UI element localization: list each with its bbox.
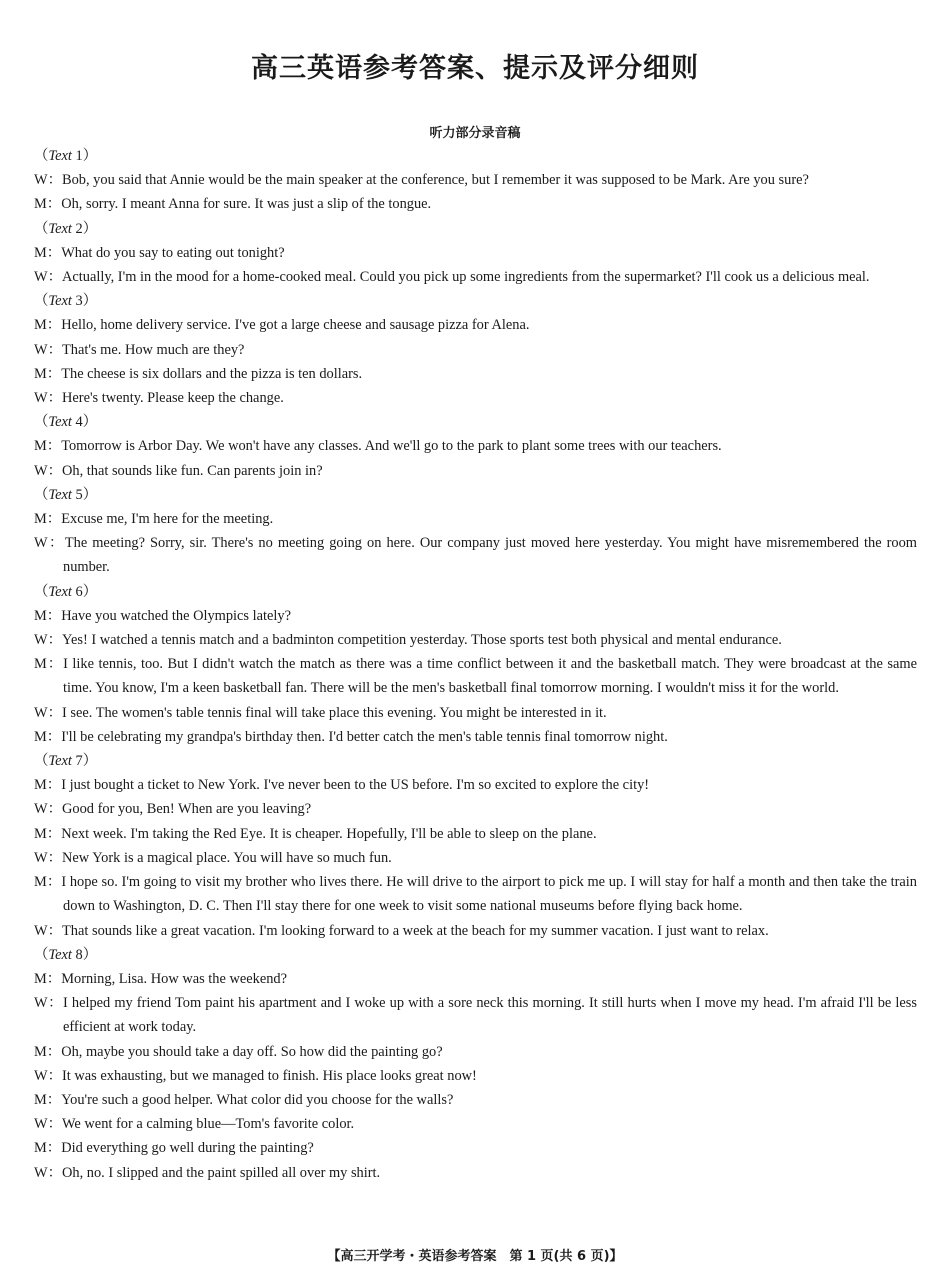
- speaker-label: M: [34, 511, 47, 528]
- dialogue-text: Did everything go well during the painting?: [61, 1140, 314, 1157]
- speaker-label: W: [34, 704, 48, 721]
- text-label-number: 4: [75, 414, 83, 431]
- speaker-label: M: [34, 196, 47, 213]
- text-label-word: Text: [48, 486, 72, 503]
- dialogue-line: M：What do you say to eating out tonight?: [34, 244, 285, 261]
- dialogue-line: M：Next week. I'm taking the Red Eye. It is cheaper. Hopefully, I'll be able to sleep on the plane.: [34, 825, 597, 842]
- text-label: （Text 1）: [34, 148, 98, 164]
- speaker-label: W: [34, 462, 48, 479]
- dialogue-text: Bob, you said that Annie would be the main speaker at the conference, but I remember it was supposed to be Mark. Are you sure?: [62, 172, 809, 189]
- dialogue-text: Oh, sorry. I meant Anna for sure. It was just a slip of the tongue.: [61, 196, 432, 213]
- dialogue-text: I'll be celebrating my grandpa's birthday then. I'd better catch the men's table tennis final tomorrow night.: [61, 728, 668, 745]
- dialogue-text: The meeting? Sorry, sir. There's no meeting going on here. Our company just moved here yesterday. You might have misremembered the room number.: [63, 535, 917, 576]
- text-label: （Text 7）: [34, 753, 98, 770]
- dialogue-line: M：Hello, home delivery service. I've got a large cheese and sausage pizza for Alena.: [34, 317, 530, 334]
- text-label-number: 8: [75, 946, 83, 963]
- text-label-word: Text: [48, 220, 72, 237]
- text-label-number: 6: [75, 583, 83, 600]
- speaker-label: W: [34, 390, 48, 407]
- dialogue-line: W：I see. The women's table tennis final will take place this evening. You might be interested in it.: [34, 704, 607, 721]
- dialogue-line: M：I just bought a ticket to New York. I've never been to the US before. I'm so excited to explore the city!: [34, 777, 650, 794]
- text-label-number: 7: [75, 753, 83, 770]
- dialogue-text: That's me. How much are they?: [62, 341, 245, 358]
- text-label-word: Text: [48, 753, 72, 770]
- dialogue-line: W：Yes! I watched a tennis match and a badminton competition yesterday. Those sports test both physical and mental endurance.: [34, 632, 782, 649]
- dialogue-text: You're such a good helper. What color did you choose for the walls?: [61, 1091, 454, 1108]
- dialogue-line: M：Tomorrow is Arbor Day. We won't have any classes. And we'll go to the park to plant some trees with our teachers.: [34, 438, 722, 455]
- dialogue-text: It was exhausting, but we managed to finish. His place looks great now!: [62, 1067, 477, 1084]
- dialogue-text: Tomorrow is Arbor Day. We won't have any classes. And we'll go to the park to plant some trees with our teachers.: [61, 438, 722, 455]
- dialogue-line: M：I hope so. I'm going to visit my brother who lives there. He will drive to the airport to pick me up. I will stay for half a month and then take the train down to Washington, D. C. Then I'll stay there for one week to visit some national museums before flying back home.: [34, 874, 917, 915]
- speaker-label: M: [34, 244, 47, 261]
- dialogue-text: Here's twenty. Please keep the change.: [62, 390, 284, 407]
- dialogue-text: Excuse me, I'm here for the meeting.: [61, 511, 274, 528]
- speaker-label: W: [34, 849, 48, 866]
- dialogue-text: Oh, no. I slipped and the paint spilled all over my shirt.: [62, 1164, 381, 1181]
- text-label: （Text 5）: [34, 486, 98, 503]
- speaker-label: W: [34, 632, 48, 649]
- speaker-label: W: [34, 1067, 48, 1084]
- speaker-label: M: [34, 317, 47, 334]
- dialogue-text: I helped my friend Tom paint his apartment and I woke up with a sore neck this morning. It still hurts when I move my head. I'm afraid I'll be less efficient at work today.: [62, 995, 917, 1036]
- dialogue-text: Oh, that sounds like fun. Can parents join in?: [62, 462, 323, 479]
- dialogue-line: M：Have you watched the Olympics lately?: [34, 607, 291, 624]
- speaker-label: W: [34, 1116, 48, 1133]
- text-label: （Text 4）: [34, 414, 98, 431]
- dialogue-text: I like tennis, too. But I didn't watch the match as there was a time conflict between it and the basketball match. They were broadcast at the same time. You know, I'm a keen basketball fan. There will be the men's basketball final tomorrow morning. I wouldn't miss it for the world.: [63, 656, 917, 697]
- speaker-label: M: [34, 365, 47, 382]
- speaker-label: W: [34, 269, 48, 286]
- speaker-label: M: [34, 1091, 47, 1108]
- dialogue-line: W：Oh, that sounds like fun. Can parents join in?: [34, 462, 323, 479]
- text-label-word: Text: [48, 583, 72, 600]
- dialogue-text: Have you watched the Olympics lately?: [61, 607, 291, 624]
- speaker-label: M: [34, 825, 47, 842]
- speaker-label: M: [34, 656, 47, 673]
- speaker-label: M: [34, 607, 47, 624]
- speaker-label: W: [34, 172, 48, 189]
- text-label-number: 1: [75, 148, 83, 164]
- speaker-label: W: [34, 995, 48, 1012]
- dialogue-line: W：We went for a calming blue—Tom's favorite color.: [34, 1116, 355, 1133]
- dialogue-text: The cheese is six dollars and the pizza is ten dollars.: [61, 365, 363, 382]
- speaker-label: M: [34, 970, 47, 987]
- dialogue-line: M：You're such a good helper. What color did you choose for the walls?: [34, 1091, 454, 1108]
- dialogue-line: M：Excuse me, I'm here for the meeting.: [34, 511, 274, 528]
- text-label-word: Text: [48, 293, 72, 310]
- dialogue-line: W：Bob, you said that Annie would be the main speaker at the conference, but I remember it was supposed to be Mark. Are you sure?: [34, 172, 809, 189]
- text-label-number: 3: [75, 293, 83, 310]
- text-label-word: Text: [48, 414, 72, 431]
- dialogue-line: M：The cheese is six dollars and the pizza is ten dollars.: [34, 365, 363, 382]
- speaker-label: M: [34, 1043, 47, 1060]
- dialogue-text: Hello, home delivery service. I've got a large cheese and sausage pizza for Alena.: [61, 317, 530, 334]
- dialogue-text: New York is a magical place. You will have so much fun.: [62, 849, 392, 866]
- page-title: 高三英语参考答案、提示及评分细则: [251, 53, 699, 84]
- dialogue-text: That sounds like a great vacation. I'm looking forward to a week at the beach for my summer vacation. I just want to relax.: [62, 922, 769, 939]
- dialogue-text: Morning, Lisa. How was the weekend?: [61, 970, 287, 987]
- text-label: （Text 2）: [34, 220, 98, 237]
- text-label-number: 2: [75, 220, 83, 237]
- dialogue-text: Oh, maybe you should take a day off. So how did the painting go?: [61, 1043, 443, 1060]
- speaker-label: W: [34, 341, 48, 358]
- speaker-label: M: [34, 728, 47, 745]
- speaker-label: M: [34, 1140, 47, 1157]
- speaker-label: W: [34, 922, 48, 939]
- text-label-word: Text: [48, 148, 72, 164]
- dialogue-text: I hope so. I'm going to visit my brother who lives there. He will drive to the airport to pick me up. I will stay for half a month and then take the train down to Washington, D. C. Then I'll stay there for one week to visit some national museums before flying back home.: [61, 874, 917, 915]
- dialogue-line: W：I helped my friend Tom paint his apartment and I woke up with a sore neck this morning. It still hurts when I move my head. I'm afraid I'll be less efficient at work today.: [34, 995, 917, 1036]
- dialogue-text: I just bought a ticket to New York. I've never been to the US before. I'm so excited to explore the city!: [61, 777, 650, 794]
- dialogue-line: W：That's me. How much are they?: [34, 341, 245, 358]
- dialogue-text: Next week. I'm taking the Red Eye. It is cheaper. Hopefully, I'll be able to sleep on the plane.: [61, 825, 597, 842]
- section-title: 听力部分录音稿: [429, 126, 521, 141]
- dialogue-line: M：Did everything go well during the painting?: [34, 1140, 314, 1157]
- dialogue-text: Actually, I'm in the mood for a home-cooked meal. Could you pick up some ingredients from the supermarket? I'll cook us a delicious meal.: [62, 269, 870, 286]
- dialogue-line: W：That sounds like a great vacation. I'm looking forward to a week at the beach for my summer vacation. I just want to relax.: [34, 922, 769, 939]
- speaker-label: W: [34, 801, 48, 818]
- dialogue-line: W：New York is a magical place. You will have so much fun.: [34, 849, 392, 866]
- dialogue-line: W：The meeting? Sorry, sir. There's no meeting going on here. Our company just moved here yesterday. You might have misremembered the room number.: [34, 535, 917, 576]
- dialogue-line: M：I'll be celebrating my grandpa's birthday then. I'd better catch the men's table tennis final tomorrow night.: [34, 728, 668, 745]
- text-label: （Text 8）: [34, 946, 98, 963]
- dialogue-line: M：Oh, sorry. I meant Anna for sure. It was just a slip of the tongue.: [34, 196, 432, 213]
- dialogue-line: W：Oh, no. I slipped and the paint spilled all over my shirt.: [34, 1164, 381, 1181]
- dialogue-line: W：Here's twenty. Please keep the change.: [34, 390, 284, 407]
- speaker-label: W: [34, 1164, 48, 1181]
- dialogue-text: Yes! I watched a tennis match and a badminton competition yesterday. Those sports test both physical and mental endurance.: [62, 632, 782, 649]
- speaker-label: W: [34, 535, 48, 552]
- dialogue-line: M：I like tennis, too. But I didn't watch the match as there was a time conflict between it and the basketball match. They were broadcast at the same time. You know, I'm a keen basketball fan. There will be the men's basketball final tomorrow morning. I wouldn't miss it for the world.: [34, 656, 917, 697]
- dialogue-line: W：Actually, I'm in the mood for a home-cooked meal. Could you pick up some ingredients from the supermarket? I'll cook us a delicious meal.: [34, 269, 870, 286]
- dialogue-text: We went for a calming blue—Tom's favorite color.: [62, 1116, 355, 1133]
- dialogue-line: M：Oh, maybe you should take a day off. So how did the painting go?: [34, 1043, 443, 1060]
- page-footer: 【高三开学考・英语参考答案 第 1 页(共 6 页)】: [327, 1249, 623, 1264]
- dialogue-text: What do you say to eating out tonight?: [61, 244, 285, 261]
- text-label: （Text 3）: [34, 293, 98, 310]
- text-label-number: 5: [75, 486, 83, 503]
- text-label: （Text 6）: [34, 583, 98, 600]
- text-label-word: Text: [48, 946, 72, 963]
- speaker-label: M: [34, 874, 47, 891]
- dialogue-line: W：It was exhausting, but we managed to finish. His place looks great now!: [34, 1067, 477, 1084]
- speaker-label: M: [34, 438, 47, 455]
- dialogue-line: M：Morning, Lisa. How was the weekend?: [34, 970, 287, 987]
- dialogue-text: Good for you, Ben! When are you leaving?: [62, 801, 312, 818]
- dialogue-text: I see. The women's table tennis final will take place this evening. You might be interested in it.: [62, 704, 607, 721]
- speaker-label: M: [34, 777, 47, 794]
- transcript-body: [34, 144, 917, 1185]
- dialogue-line: W：Good for you, Ben! When are you leaving?: [34, 801, 312, 818]
